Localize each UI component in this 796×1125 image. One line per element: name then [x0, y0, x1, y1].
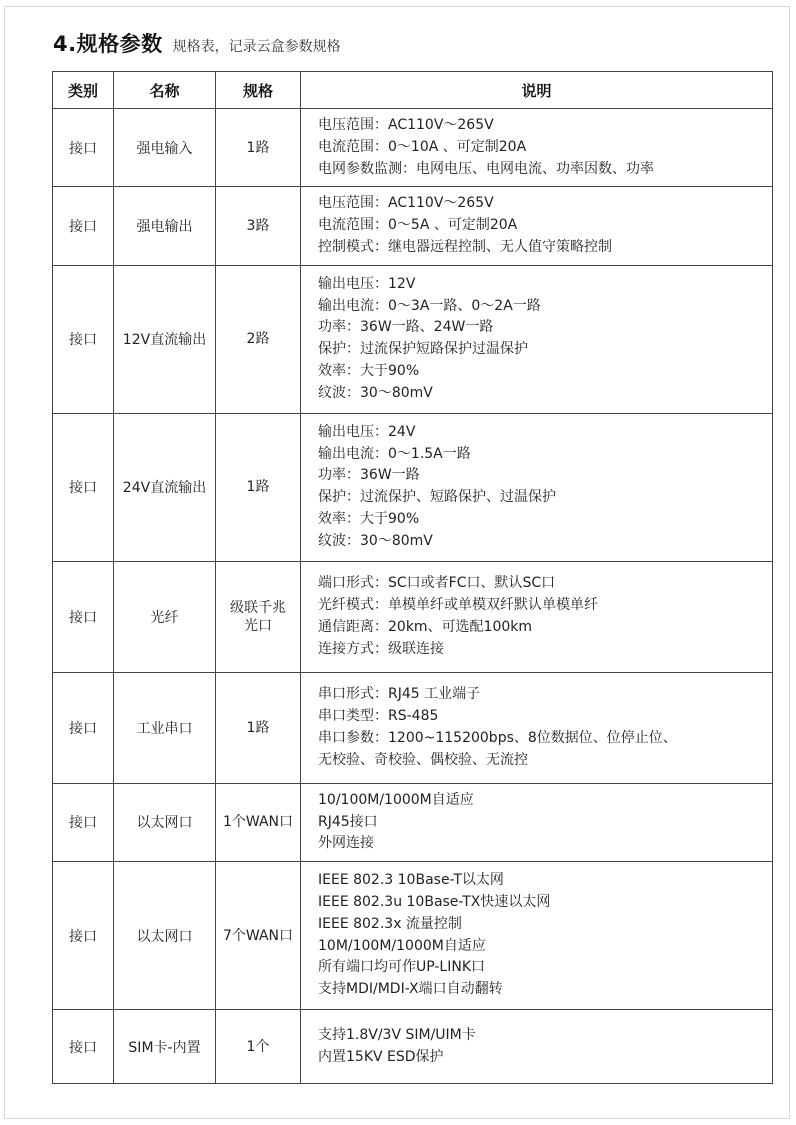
- spec-cell: 1个WAN口: [216, 783, 301, 861]
- description-line: IEEE 802.3u 10Base-TX快速以太网: [318, 894, 551, 911]
- description-line: 效率：大于90%: [318, 511, 420, 528]
- section-heading: [53, 28, 341, 58]
- description-line: RJ45接口: [318, 813, 378, 830]
- description-cell: [301, 187, 773, 265]
- table-row: [53, 672, 773, 783]
- category-cell: 接口: [53, 561, 114, 672]
- description-line: 串口参数：1200~115200bps、8位数据位、位停止位、: [318, 729, 677, 746]
- table-row: [53, 1010, 773, 1084]
- description-line: 串口形式：RJ45 工业端子: [318, 686, 481, 703]
- table-header-row: [53, 72, 773, 109]
- description-line: 串口类型：RS-485: [318, 707, 439, 724]
- description-cell: [301, 783, 773, 861]
- column-header-name: 名称: [114, 72, 216, 109]
- category-cell: 接口: [53, 783, 114, 861]
- description-line: 外网连接: [318, 835, 374, 852]
- description-line: 电流范围：0～10A 、可定制20A: [318, 138, 527, 155]
- description-line: 电流范围：0～5A 、可定制20A: [318, 217, 518, 234]
- description-line: 输出电流：0～1.5A一路: [318, 445, 471, 462]
- description-line: 纹波：30～80mV: [318, 384, 433, 401]
- table-row: [53, 561, 773, 672]
- description-line: 支持1.8V/3V SIM/UIM卡: [318, 1026, 476, 1043]
- description-line: 10/100M/1000M自适应: [318, 791, 474, 808]
- spec-cell: 1路: [216, 413, 301, 561]
- description-line: 内置15KV ESD保护: [318, 1048, 444, 1065]
- description-line: 10M/100M/1000M自适应: [318, 937, 486, 954]
- name-cell: 以太网口: [114, 862, 216, 1010]
- spec-table: [52, 71, 773, 1084]
- description-line: 输出电流：0～3A一路、0～2A一路: [318, 297, 541, 314]
- name-cell: 24V直流输出: [114, 413, 216, 561]
- description-line: 功率：36W一路、24W一路: [318, 319, 494, 336]
- name-cell: SIM卡-内置: [114, 1010, 216, 1084]
- description-cell: [301, 1010, 773, 1084]
- description-line: 光纤模式：单模单纤或单模双纤默认单模单纤: [318, 596, 598, 613]
- spec-cell: 3路: [216, 187, 301, 265]
- description-line: 保护：过流保护、短路保护、过温保护: [318, 489, 556, 506]
- description-line: 无校验、奇校验、偶校验、无流控: [318, 751, 528, 768]
- name-cell: 以太网口: [114, 783, 216, 861]
- description-line: 控制模式：继电器远程控制、无人值守策略控制: [318, 238, 612, 255]
- spec-cell: 1路: [216, 672, 301, 783]
- name-cell: 12V直流输出: [114, 265, 216, 413]
- description-line: 端口形式：SC口或者FC口、默认SC口: [318, 575, 556, 592]
- description-line: 功率：36W一路: [318, 467, 420, 484]
- spec-cell: 7个WAN口: [216, 862, 301, 1010]
- table-row: [53, 862, 773, 1010]
- description-line: 输出电压：12V: [318, 275, 416, 292]
- description-cell: [301, 265, 773, 413]
- table-row: [53, 265, 773, 413]
- description-line: 电网参数监测：电网电压、电网电流、功率因数、功率: [318, 160, 654, 177]
- description-line: 输出电压：24V: [318, 423, 416, 440]
- description-line: 电压范围：AC110V～265V: [318, 195, 494, 212]
- category-cell: 接口: [53, 265, 114, 413]
- category-cell: 接口: [53, 1010, 114, 1084]
- description-cell: [301, 862, 773, 1010]
- description-line: 通信距离：20km、可选配100km: [318, 618, 533, 635]
- page-title: 4.规格参数: [53, 32, 163, 56]
- spec-cell: 2路: [216, 265, 301, 413]
- description-line: 支持MDI/MDI-X端口自动翻转: [318, 981, 503, 998]
- description-line: 纹波：30～80mV: [318, 532, 433, 549]
- category-cell: 接口: [53, 862, 114, 1010]
- category-cell: 接口: [53, 413, 114, 561]
- column-header-spec: 规格: [216, 72, 301, 109]
- description-line: 连接方式：级联连接: [318, 640, 444, 657]
- description-line: IEEE 802.3 10Base-T以太网: [318, 872, 504, 889]
- name-cell: 光纤: [114, 561, 216, 672]
- table-body: [53, 109, 773, 1084]
- description-line: 效率：大于90%: [318, 363, 420, 380]
- name-cell: 强电输出: [114, 187, 216, 265]
- description-line: 电压范围：AC110V～265V: [318, 117, 494, 133]
- description-cell: [301, 109, 773, 187]
- spec-cell: 1路: [216, 109, 301, 187]
- category-cell: 接口: [53, 672, 114, 783]
- spec-cell: 级联千兆 光口: [216, 561, 301, 672]
- description-cell: [301, 561, 773, 672]
- table-row: [53, 783, 773, 861]
- table-row: [53, 413, 773, 561]
- table-row: [53, 109, 773, 187]
- description-line: 保护：过流保护短路保护过温保护: [318, 341, 528, 358]
- category-cell: 接口: [53, 109, 114, 187]
- category-cell: 接口: [53, 187, 114, 265]
- description-line: 所有端口均可作UP-LINK口: [318, 959, 486, 976]
- name-cell: 强电输入: [114, 109, 216, 187]
- name-cell: 工业串口: [114, 672, 216, 783]
- description-line: IEEE 802.3x 流量控制: [318, 915, 462, 932]
- column-header-category: 类别: [53, 72, 114, 109]
- table-row: [53, 187, 773, 265]
- description-cell: [301, 413, 773, 561]
- spec-cell: 1个: [216, 1010, 301, 1084]
- description-cell: [301, 672, 773, 783]
- page-subtitle: 规格表，记录云盒参数规格: [172, 39, 341, 55]
- column-header-description: 说明: [301, 72, 773, 109]
